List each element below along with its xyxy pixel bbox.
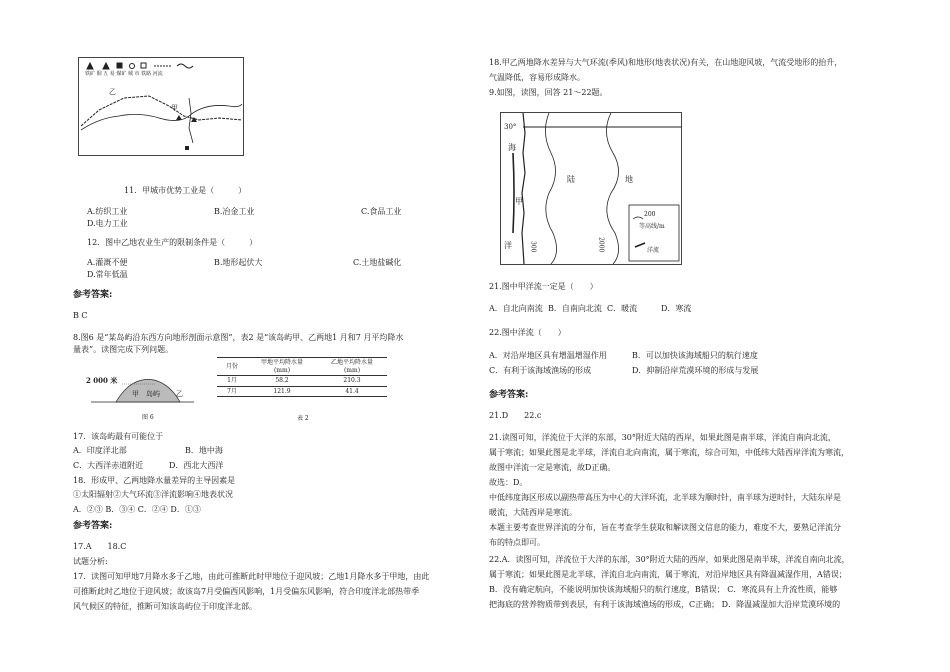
contour-2000 [606, 113, 618, 264]
choose-line: 故选：D。 [489, 478, 528, 487]
exp21c-line: 布的特点即可。 [489, 538, 545, 547]
label-jia: 甲 [171, 104, 178, 112]
exp21b-line: 暖流，大陆西岸是寒流。 [489, 508, 577, 517]
contour-300-label: 300 [529, 241, 537, 253]
table-header: 甲地平均降水量 (mm) [247, 358, 317, 376]
fig6-caption: 图 6 [142, 414, 154, 421]
island-profile-figure [86, 362, 196, 422]
exp22-line: 22.A．读图可知，洋流位于大洋的东部，30°附近大陆的西岸，如果此图是南半球，洋流自南向北流， [489, 555, 850, 564]
current-jia-line [513, 153, 514, 233]
exp18-line: 18.甲乙两地降水差异与大气环流(季风)和地形(地表状况)有关，在山地迎风坡，气流受地形的抬升， [489, 58, 843, 67]
q18-options: ①太阳辐射②大气环流③洋流影响④地表状况 [73, 490, 233, 499]
q21-a: A．自北向南流 [489, 304, 543, 313]
profile-yi: 乙 [176, 390, 183, 398]
q12-b: B.地形起伏大 [214, 258, 263, 267]
answer-heading-2: 参考答案: [73, 521, 113, 531]
sea-label-2: 洋 [504, 241, 512, 250]
city-location-map [78, 57, 244, 156]
q12-d: D.常年低温 [87, 270, 128, 279]
table-row: 1月 58.2 210.3 [217, 376, 387, 387]
exp22-line: B．没有确定航向，不能说明加快该海域船只的航行速度，B错误； C．寒流具有上升流性质，能够 [489, 585, 838, 594]
current-jia-label: 甲 [515, 197, 523, 206]
table2-caption: 表 2 [297, 415, 309, 422]
precipitation-table [217, 357, 387, 422]
q17-c: C．大西洋赤道附近 [73, 461, 144, 470]
exp21b-line: 中低纬度海区形成以副热带高压为中心的大洋环流，北半球为顺时针，南半球为逆时针，大陆东岸是 [489, 493, 841, 502]
legend-contour-label: 等高线/m [639, 223, 665, 230]
q8-line1: 8.图6 是“某岛屿沿东西方向地形剖面示意图”，表2 是“该岛屿甲、乙两地1 月和7 月平均降水 [73, 333, 404, 342]
answer-2: 17.A 18.C [73, 542, 127, 551]
elevation-label: 2 000 米 [86, 376, 118, 385]
exp18-line: 气温降低，容易形成降水。 [489, 73, 585, 82]
q21-b: B．自南向北流 [548, 304, 602, 313]
q9-stem: 9.如图，读图，回答 21～22题。 [489, 88, 608, 97]
contour-2000-label: 2000 [597, 237, 605, 253]
q11-stem: 11．甲城市优势工业是（ ） [124, 186, 247, 195]
q22-c: C．有利于该海域渔场的形成 [489, 366, 592, 375]
q22-d: D．抑制沿岸荒漠环境的形成与发展 [632, 366, 759, 375]
q22-stem: 22.图中洋流（ ） [489, 328, 566, 337]
q11-a: A.纺织工业 [87, 207, 128, 216]
label-yi: 乙 [109, 88, 116, 96]
table-header: 乙地平均降水量 (mm) [317, 358, 387, 376]
analysis-heading: 试题分析: [73, 557, 108, 566]
exp22-line: 属于寒流；如果此图是北半球，洋流自北向南流，属于寒流，对沿岸地区具有降温减湿作用，A错误； [489, 570, 847, 579]
q22-b: B．可以加快该海域船只的航行速度 [632, 351, 758, 360]
exp22-line: 把海底的营养物质带到表层，有利于该海域渔场的形成，C正确； D．降温减湿加大沿岸荒漠环境的 [489, 600, 841, 609]
answer-1: B C [73, 311, 88, 320]
table-row: 7月 121.9 41.4 [217, 386, 387, 397]
q17-a: A．印度洋北部 [73, 446, 127, 455]
legend-symbols-icon [87, 63, 193, 69]
exp21-line: 故图中洋流一定是寒流，故D正确。 [489, 463, 616, 472]
q11-b: B.冶金工业 [214, 207, 255, 216]
land-label-di: 地 [625, 175, 633, 184]
q21-stem: 21.图中甲洋流一定是（ ） [489, 282, 598, 291]
river-line [81, 104, 242, 130]
sea-label-1: 海 [508, 143, 516, 152]
answer-3: 21.D 22.c [489, 411, 542, 420]
coastline [522, 113, 525, 264]
analysis-line: 风气候区的特征，推断可知该岛屿位于印度洋北部。 [73, 602, 257, 611]
table-header: 月份 [217, 358, 247, 376]
answer-heading-1: 参考答案: [73, 290, 113, 300]
q11-c: C.食品工业 [361, 207, 402, 216]
analysis-line: 可推断此时乙地位于迎风坡；故该岛7月受偏西风影响，1月受偏东风影响，符合印度洋北部热带季 [73, 587, 420, 596]
lat-30-label: 30° [504, 123, 517, 131]
exp21c-line: 本题主要考查世界洋流的分布，旨在考查学生获取和解读图文信息的能力，难度不大，要熟记洋流分 [489, 523, 841, 532]
q8-line2: 量表”。读图完成下列问题。 [73, 345, 174, 354]
q12-a: A.灌溉不便 [87, 258, 128, 267]
analysis-line: 17．读图可知甲地7月降水多于乙地，由此可推断此时甲地位于迎风坡；乙地1月降水多于甲地，由此 [73, 572, 430, 581]
q11-d: D.电力工业 [87, 219, 128, 228]
land-label-lu: 陆 [567, 175, 575, 184]
legend-contour-value: 200 [644, 211, 656, 218]
q21-d: D．寒流 [661, 304, 692, 313]
profile-jia: 甲 [132, 390, 139, 398]
q17-stem: 17．该岛屿最有可能位于 [73, 432, 164, 441]
map-legend: 铁矿 铜 五 易 煤矿 城 市 铁路 河流 [85, 71, 163, 77]
q17-d: D．西北大西洋 [169, 461, 224, 470]
railway-line [81, 96, 242, 126]
profile-island: 岛屿 [146, 390, 160, 398]
q21-c: C．暖流 [607, 304, 638, 313]
exp21-line: 21.读图可知，洋流位于大洋的东部，30°附近大陆的西岸，如果此图是南半球，洋流自南向北流， [489, 433, 836, 442]
legend-current-label: 洋流 [647, 247, 660, 254]
q18-choices: A．②③ B．③④ C．②④ D．①③ [73, 505, 201, 514]
q12-stem: 12．图中乙地农业生产的限制条件是（ ） [87, 238, 258, 247]
q22-a: A．对沿岸地区具有增温增湿作用 [489, 351, 607, 360]
q17-b: B．地中海 [185, 446, 223, 455]
ocean-current-map [500, 112, 682, 265]
exp21-line: 属于寒流；如果此图是北半球，洋流自北向南流，属于寒流，综合可知，中低纬大陆西岸洋流为寒流， [489, 448, 849, 457]
contour-300 [545, 113, 556, 264]
q18-stem: 18．形成甲、乙两地降水量差异的主导因素是 [73, 476, 236, 485]
answer-heading-3: 参考答案: [489, 390, 529, 400]
q12-c: C.土地盐碱化 [353, 258, 402, 267]
